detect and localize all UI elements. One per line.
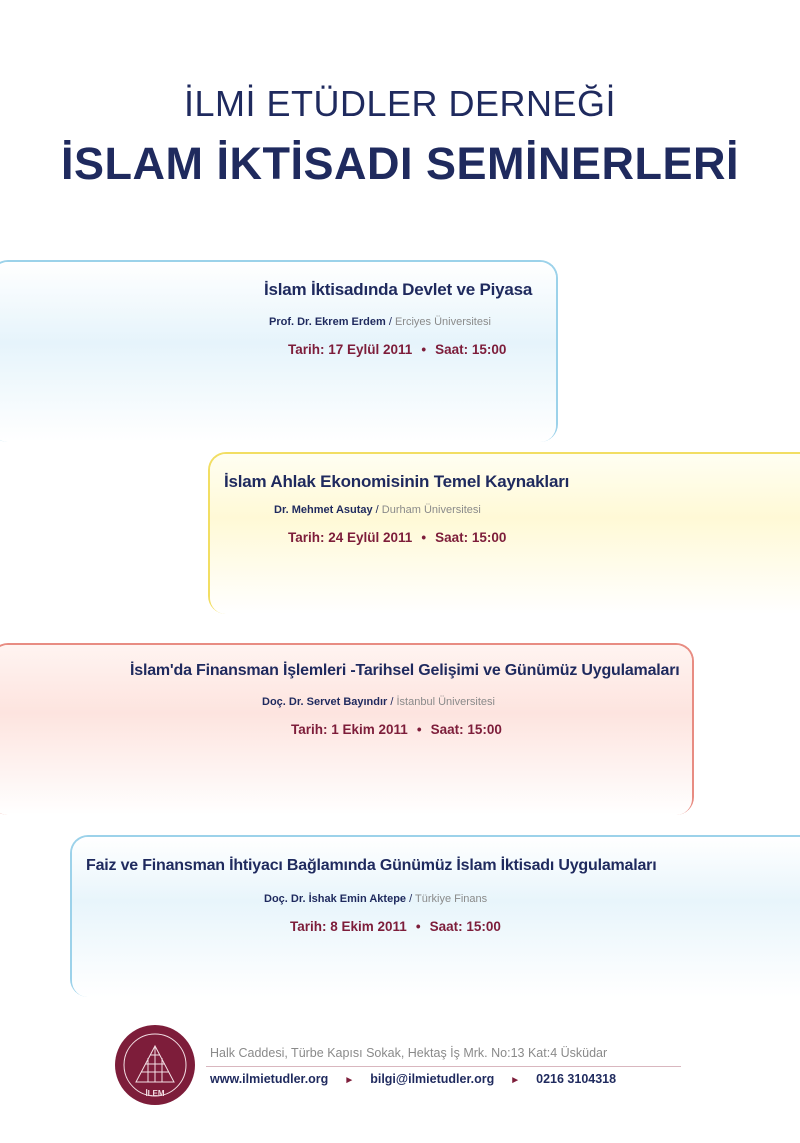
- seminar-title: İslam'da Finansman İşlemleri -Tarihsel Gelişimi ve Günümüz Uygulamaları: [130, 662, 680, 679]
- seminar-time: Saat: 15:00: [435, 530, 507, 545]
- seminar-date: Tarih: 24 Eylül 2011: [288, 530, 413, 545]
- ilem-logo-icon: [114, 1024, 196, 1106]
- footer-contacts: [210, 1072, 616, 1086]
- arrow-icon: ►: [510, 1075, 521, 1086]
- seminar-time: Saat: 15:00: [435, 342, 507, 357]
- arrow-icon: ►: [344, 1075, 355, 1086]
- seminar-date: Tarih: 1 Ekim 2011: [291, 722, 408, 737]
- speaker-name: Doç. Dr. İshak Emin Aktepe: [264, 893, 407, 905]
- seminar-time: Saat: 15:00: [429, 919, 501, 934]
- speaker-institution: Erciyes Üniversitesi: [394, 316, 491, 328]
- footer-address: Halk Caddesi, Türbe Kapısı Sokak, Hektaş İş Mrk. No:13 Kat:4 Üsküdar: [210, 1046, 608, 1060]
- footer-divider: [206, 1066, 681, 1067]
- speaker-name: Doç. Dr. Servet Bayındır: [262, 696, 388, 708]
- seminar-datetime: Tarih: 24 Eylül 2011 • Saat: 15:00: [288, 530, 507, 545]
- seminar-card-4: [70, 835, 800, 997]
- speaker-institution: İstanbul Üniversitesi: [396, 696, 495, 708]
- seminar-speaker-line: Prof. Dr. Ekrem Erdem / Erciyes Üniversitesi: [269, 316, 491, 328]
- website-link[interactable]: www.ilmietudler.org: [210, 1072, 329, 1086]
- seminar-card-3: [0, 643, 694, 815]
- speaker-institution: Durham Üniversitesi: [381, 504, 481, 516]
- seminar-datetime: Tarih: 8 Ekim 2011 • Saat: 15:00: [290, 919, 501, 934]
- speaker-name: Dr. Mehmet Asutay: [274, 504, 373, 516]
- seminar-speaker-line: Doç. Dr. İshak Emin Aktepe / Türkiye Finans: [264, 893, 488, 905]
- seminar-card-2: [208, 452, 800, 614]
- seminar-title: İslam Ahlak Ekonomisinin Temel Kaynakları: [224, 472, 570, 491]
- seminar-date: Tarih: 8 Ekim 2011: [290, 919, 407, 934]
- email-link[interactable]: bilgi@ilmietudler.org: [370, 1072, 495, 1086]
- seminar-date: Tarih: 17 Eylül 2011: [288, 342, 413, 357]
- seminar-datetime: Tarih: 17 Eylül 2011 • Saat: 15:00: [288, 342, 507, 357]
- phone-number: 0216 3104318: [536, 1072, 617, 1086]
- page-title: İSLAM İKTİSADI SEMİNERLERİ: [60, 138, 740, 189]
- speaker-institution: Türkiye Finans: [415, 893, 488, 905]
- speaker-name: Prof. Dr. Ekrem Erdem: [269, 316, 386, 328]
- seminar-speaker-line: Dr. Mehmet Asutay / Durham Üniversitesi: [274, 504, 481, 516]
- seminar-time: Saat: 15:00: [430, 722, 502, 737]
- seminar-datetime: Tarih: 1 Ekim 2011 • Saat: 15:00: [291, 722, 502, 737]
- seminar-title: İslam İktisadında Devlet ve Piyasa: [264, 280, 533, 299]
- seminar-speaker-line: Doç. Dr. Servet Bayındır / İstanbul Üniversitesi: [262, 696, 495, 708]
- seminar-title: Faiz ve Finansman İhtiyacı Bağlamında Günümüz İslam İktisadı Uygulamaları: [86, 857, 657, 874]
- logo-text: İLEM: [145, 1089, 165, 1098]
- seminar-card-1: [0, 260, 558, 442]
- organization-name: İLMİ ETÜDLER DERNEĞİ: [183, 83, 617, 124]
